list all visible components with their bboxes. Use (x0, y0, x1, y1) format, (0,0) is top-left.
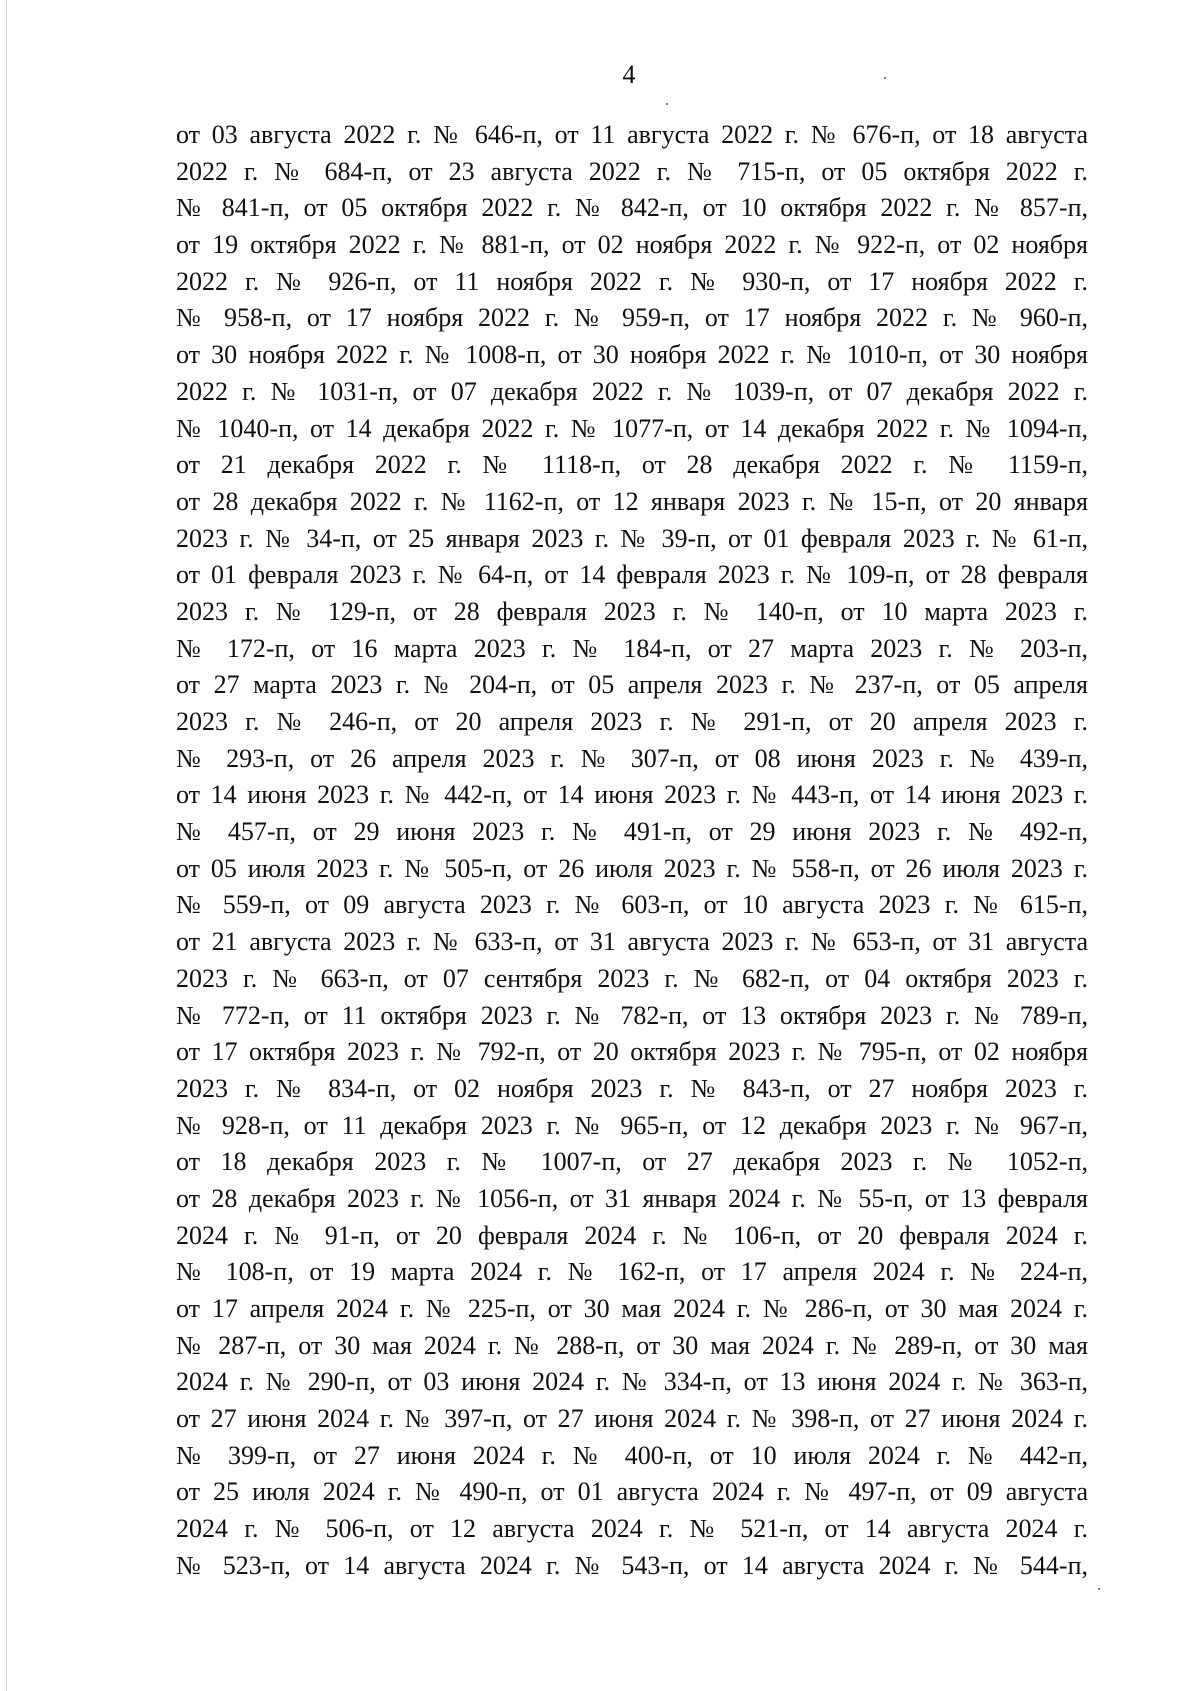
text-line: от 25 июля 2024 г. № 490-п, от 01 августа 2024 г. № 497-п, от 09 августа (176, 1477, 1088, 1507)
text-line: № 523-п, от 14 августа 2024 г. № 543-п, от 14 августа 2024 г. № 544-п, (176, 1550, 1088, 1580)
text-line: № 293-п, от 26 апреля 2023 г. № 307-п, от 08 июня 2023 г. № 439-п, (176, 743, 1088, 773)
text-line: от 27 марта 2023 г. № 204-п, от 05 апреля 2023 г. № 237-п, от 05 апреля (176, 670, 1088, 700)
text-line: № 172-п, от 16 марта 2023 г. № 184-п, от 27 марта 2023 г. № 203-п, (176, 633, 1088, 663)
scan-edge (6, 0, 7, 1691)
text-line: от 01 февраля 2023 г. № 64-п, от 14 февраля 2023 г. № 109-п, от 28 февраля (176, 560, 1088, 590)
document-body-text (176, 117, 1088, 1585)
text-line: от 05 июля 2023 г. № 505-п, от 26 июля 2023 г. № 558-п, от 26 июля 2023 г. (176, 853, 1088, 883)
text-line: от 28 декабря 2023 г. № 1056-п, от 31 января 2024 г. № 55-п, от 13 февраля (176, 1183, 1088, 1213)
text-line: № 1040-п, от 14 декабря 2022 г. № 1077-п, от 14 декабря 2022 г. № 1094-п, (176, 413, 1088, 443)
page-number: 4 (622, 60, 636, 89)
text-line: от 30 ноября 2022 г. № 1008-п, от 30 ноября 2022 г. № 1010-п, от 30 ноября (176, 340, 1088, 370)
text-line: № 108-п, от 19 марта 2024 г. № 162-п, от 17 апреля 2024 г. № 224-п, (176, 1257, 1088, 1287)
text-line: № 772-п, от 11 октября 2023 г. № 782-п, от 13 октября 2023 г. № 789-п, (176, 1000, 1088, 1030)
text-line: от 17 апреля 2024 г. № 225-п, от 30 мая 2024 г. № 286-п, от 30 мая 2024 г. (176, 1294, 1088, 1323)
text-line: от 18 декабря 2023 г. № 1007-п, от 27 декабря 2023 г. № 1052-п, (176, 1147, 1088, 1177)
text-line: от 27 июня 2024 г. № 397-п, от 27 июня 2024 г. № 398-п, от 27 июня 2024 г. (176, 1404, 1088, 1434)
scan-speck (666, 103, 668, 105)
text-line: 2024 г. № 290-п, от 03 июня 2024 г. № 334-п, от 13 июня 2024 г. № 363-п, (176, 1367, 1088, 1397)
text-line: № 928-п, от 11 декабря 2023 г. № 965-п, от 12 декабря 2023 г. № 967-п, (176, 1110, 1088, 1140)
text-line: 2024 г. № 506-п, от 12 августа 2024 г. № 521-п, от 14 августа 2024 г. (176, 1514, 1088, 1544)
text-line: 2023 г. № 246-п, от 20 апреля 2023 г. № 291-п, от 20 апреля 2023 г. (176, 707, 1088, 736)
text-line: от 17 октября 2023 г. № 792-п, от 20 октября 2023 г. № 795-п, от 02 ноября (176, 1037, 1088, 1067)
text-line: 2022 г. № 684-п, от 23 августа 2022 г. № 715-п, от 05 октября 2022 г. (176, 156, 1088, 186)
text-line: от 21 августа 2023 г. № 633-п, от 31 августа 2023 г. № 653-п, от 31 августа (176, 927, 1088, 957)
text-line: 2024 г. № 91-п, от 20 февраля 2024 г. № 106-п, от 20 февраля 2024 г. (176, 1220, 1088, 1250)
text-line: от 28 декабря 2022 г. № 1162-п, от 12 января 2023 г. № 15-п, от 20 января (176, 486, 1088, 516)
text-line: 2022 г. № 926-п, от 11 ноября 2022 г. № 930-п, от 17 ноября 2022 г. (176, 266, 1088, 296)
scan-speck (884, 77, 886, 79)
text-line: от 21 декабря 2022 г. № 1118-п, от 28 декабря 2022 г. № 1159-п, (176, 450, 1088, 480)
text-line: 2023 г. № 834-п, от 02 ноября 2023 г. № 843-п, от 27 ноября 2023 г. (176, 1073, 1088, 1103)
text-line: 2022 г. № 1031-п, от 07 декабря 2022 г. № 1039-п, от 07 декабря 2022 г. (176, 376, 1088, 406)
text-line: № 287-п, от 30 мая 2024 г. № 288-п, от 30 мая 2024 г. № 289-п, от 30 мая (176, 1330, 1088, 1360)
scan-speck (1098, 1588, 1100, 1590)
text-line: № 457-п, от 29 июня 2023 г. № 491-п, от 29 июня 2023 г. № 492-п, (176, 817, 1088, 847)
text-line: № 841-п, от 05 октября 2022 г. № 842-п, от 10 октября 2022 г. № 857-п, (176, 193, 1088, 223)
text-line: 2023 г. № 129-п, от 28 февраля 2023 г. № 140-п, от 10 марта 2023 г. (176, 596, 1088, 626)
text-line: № 399-п, от 27 июня 2024 г. № 400-п, от 10 июля 2024 г. № 442-п, (176, 1440, 1088, 1470)
text-line: от 19 октября 2022 г. № 881-п, от 02 ноября 2022 г. № 922-п, от 02 ноября (176, 230, 1088, 260)
text-line: от 14 июня 2023 г. № 442-п, от 14 июня 2023 г. № 443-п, от 14 июня 2023 г. (176, 780, 1088, 810)
text-line: 2023 г. № 663-п, от 07 сентября 2023 г. № 682-п, от 04 октября 2023 г. (176, 963, 1088, 993)
text-line: от 03 августа 2022 г. № 646-п, от 11 августа 2022 г. № 676-п, от 18 августа (176, 120, 1088, 149)
text-line: № 559-п, от 09 августа 2023 г. № 603-п, от 10 августа 2023 г. № 615-п, (176, 890, 1088, 920)
text-line: 2023 г. № 34-п, от 25 января 2023 г. № 39-п, от 01 февраля 2023 г. № 61-п, (176, 523, 1088, 553)
text-line: № 958-п, от 17 ноября 2022 г. № 959-п, от 17 ноября 2022 г. № 960-п, (176, 303, 1088, 333)
